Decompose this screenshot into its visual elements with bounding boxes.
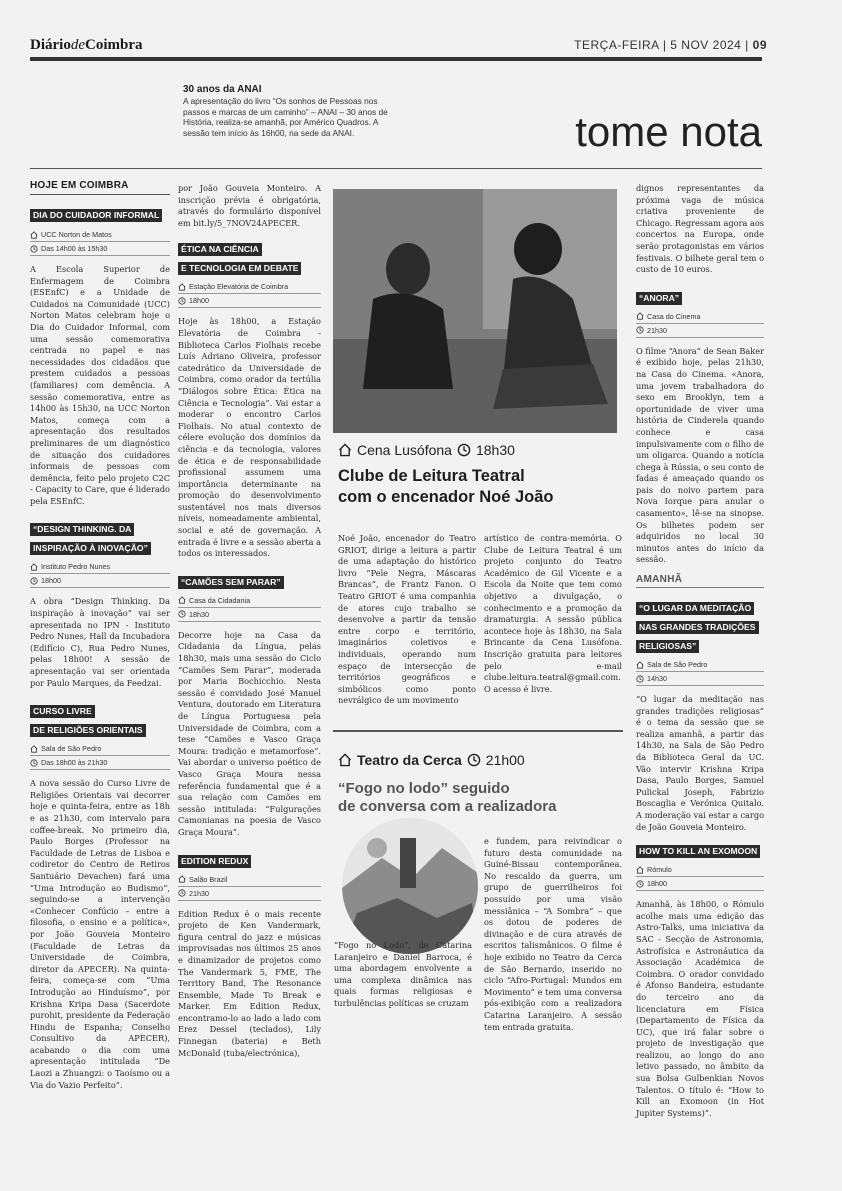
today-kicker: HOJE EM COIMBRA (30, 180, 129, 191)
tomorrow-kicker: AMANHÃ (636, 574, 683, 586)
column-5 (636, 183, 764, 1119)
time-label: Das 18h00 às 21h30 (41, 758, 108, 768)
time-label: 18h00 (647, 879, 667, 889)
event-body: Decorre hoje na Casa da Cidadania da Língua, pelas 18h30, mais uma sessão do Ciclo “Camões Sem Parar”, moderada por Maria Bochicchio. Nesta sessão é convidado José Manuel Ventura, doutorado em Literatura de Língua Portuguesa pela Universidade de Coimbra, com a tese “Camões e Vasco Graça Moura: tradição e metamorfose”. Vai abordar o universo poético de Vasco Graça Moura nessa referência fundamental que é a sua relação com Camões em sessão intitulada: “Fulgurações Camonianas na poesia de Vasco Graça Moura”. (178, 629, 321, 837)
event-title-block (178, 237, 321, 275)
feature-photo-art (333, 189, 617, 433)
continued-text: dignos representantes da próxima vaga de música criativa proveniente de Chicago. Regressam agora aos concertos na Europa, onde serão protagonistas em vários festivais. O bilhete geral tem o custo de 10 euros. (636, 183, 764, 275)
brand-sub: de (70, 37, 85, 53)
film-still (342, 818, 478, 954)
house-icon (636, 866, 644, 874)
house-icon (178, 596, 186, 604)
venue-label: Instituto Pedro Nunes (41, 562, 111, 572)
event-title-line: HOW TO KILL AN EXOMOON (636, 845, 760, 858)
venue-label: Sala de São Pedro (41, 744, 102, 754)
event-venue (178, 873, 321, 887)
kicker-rule (636, 587, 764, 588)
time-label: 18h00 (189, 296, 209, 306)
event-venue (30, 560, 170, 574)
event-body: A obra “Design Thinking. Da inspiração à inovação” vai ser apresentada no IPN - Instituto Pedro Nunes, Hall da Incubadora (Edifício C), Rua Pedro Nunes, pelas 18h00! A sessão de apresentação vai ser orientada por Paulo Marques, da Feedzai. (30, 596, 170, 688)
feature2-body-b: e fundem, para reivindicar o futuro desta comunidade na Guiné-Bissau contemporânea. No rescaldo da guerra, um grupo de guerrilheiros foi possuído por uma visão messiânica – “A Sombra” – que os dotou de poderes de divinação e de cura através de escritos talismânicos. O filme é hoje exibido no Teatro da Cerca de São Bernardo, inserido no ciclo “Afro-Portugal: Mundos em Movimento” e tem uma conversa pós-exibição com a realizadora Catarina Laranjeiro. A sessão tem entrada gratuita. (484, 836, 622, 1032)
feature1-time: 18h30 (475, 442, 515, 458)
event-title: DIA DO CUIDADOR INFORMAL (30, 209, 162, 222)
time-label: 18h30 (189, 609, 209, 619)
event-venue (30, 228, 170, 242)
event-title-line: EDITION REDUX (178, 855, 251, 868)
feature-photo (333, 189, 617, 433)
clock-icon (636, 326, 644, 334)
event-title-block (636, 286, 764, 305)
event-venue (30, 742, 170, 756)
clock-icon (30, 759, 38, 767)
feature-divider (333, 730, 623, 732)
event-title-block (178, 849, 321, 868)
event-title-line: CURSO LIVRE (30, 705, 95, 718)
clock-icon (636, 880, 644, 888)
event-time (636, 877, 764, 891)
clock-icon (30, 245, 38, 253)
clock-icon (178, 297, 186, 305)
clock-icon (178, 610, 186, 618)
headline-line: Clube de Leitura Teatral (338, 467, 525, 485)
feature1-venue: Cena Lusófona (357, 442, 452, 458)
clock-icon (467, 753, 481, 767)
house-icon (30, 231, 38, 239)
event-title-line: E TECNOLOGIA EM DEBATE (178, 262, 301, 275)
event-body: A Escola Superior de Enfermagem de Coimbra (ESEnfC) e a Unidade de Cuidados na Comunidade (UCC) Norton Matos celebram hoje o Dia do Cuidador Informal, com uma sessão comemorativa centrada no papel e nas necessidades dos cidadãos que prestem cuidados a pessoas (familiares) com demência. A sessão comemorativa, entre as 14h00 às 15h30, na UCC Norton Matos, começa com a apresentação dos resultados preliminares de um diagnóstico de situação dos cuidadores informais de pessoas com demência, feito pelo projeto C2C - Capacity to Care, que é liderado pela ESEnfC. (30, 264, 170, 506)
event-title-line: “CAMÕES SEM PARAR” (178, 576, 284, 589)
venue-label: UCC Norton de Matos (41, 230, 112, 239)
event-title-block (30, 517, 170, 555)
event-venue (178, 280, 321, 294)
event-time (636, 324, 764, 338)
brand-city: Coimbra (85, 37, 143, 53)
feature2-venue-line (338, 752, 525, 768)
venue-label: Salão Brazil (189, 874, 228, 884)
time-label: 14h30 (647, 674, 667, 684)
event-venue (636, 863, 764, 877)
issue-date: TERÇA-FEIRA | 5 NOV 2024 | (574, 38, 749, 52)
section-title: tome nota (575, 108, 762, 155)
column-2 (178, 183, 321, 1059)
event-title-line: RELIGIOSAS” (636, 640, 699, 653)
feature2-time: 21h00 (485, 752, 525, 768)
house-icon (338, 753, 352, 767)
event-time (30, 574, 170, 588)
feature2-headline (338, 780, 628, 816)
house-icon (178, 283, 186, 291)
column-1 (30, 180, 170, 1091)
clock-icon (457, 443, 471, 457)
venue-label: Casa da Cidadania (189, 595, 251, 605)
house-icon (636, 312, 644, 320)
promo-title: 30 anos da ANAI (183, 84, 262, 95)
time-label: 18h00 (41, 576, 61, 586)
clock-icon (178, 889, 186, 897)
house-icon (30, 745, 38, 753)
event-time (178, 294, 321, 308)
house-icon (178, 875, 186, 883)
headline-line: de conversa com a realizadora (338, 798, 557, 815)
page-header-date (574, 38, 767, 52)
venue-label: Rómulo (647, 865, 672, 875)
event-time (30, 242, 170, 256)
event-title-block (30, 699, 170, 737)
clock-icon (636, 675, 644, 683)
event-title-line: ÉTICA NA CIÊNCIA (178, 243, 262, 256)
event-title-line: DE RELIGIÕES ORIENTAIS (30, 724, 146, 737)
continued-text: por João Gouveia Monteiro. A inscrição prévia é obrigatória, através do formulário disponível em bit.ly/5_7NOV24APECER. (178, 183, 321, 228)
section-rule (30, 168, 762, 169)
headline-line: “Fogo no lodo” seguido (338, 780, 510, 797)
top-rule (30, 57, 762, 61)
event-time (178, 608, 321, 622)
venue-label: Estação Elevatória de Coimbra (189, 282, 289, 292)
event-title-line: “O LUGAR DA MEDITAÇÃO (636, 602, 754, 615)
event-title-line: “ANORA” (636, 292, 682, 305)
house-icon (30, 563, 38, 571)
feature1-headline (338, 466, 628, 508)
time-label: Das 14h00 às 15h30 (41, 244, 108, 253)
event-time (636, 672, 764, 686)
event-title-block (636, 839, 764, 858)
film-still-art (342, 818, 478, 954)
page-number: 09 (752, 38, 767, 52)
event-body: “O lugar da meditação nas grandes tradições religiosas” é o tema da sessão que se realiza amanhã, a partir das 14h30, na Sala de São Pedro da Biblioteca Geral da UC. Vão intervir Krishna Kripa Dasa, Paulo Borges, Samuel Pulickal Joseph, Fabrizio Boscaglia e Verónica Quitalo. A moderação vai estar a cargo de João Gouveia Monteiro. (636, 694, 764, 832)
event-time (30, 756, 170, 770)
event-title-line: INSPIRAÇÃO À INOVAÇÃO” (30, 542, 151, 555)
event-body: O filme “Anora” de Sean Baker é exibido hoje, pelas 21h30, na Casa do Cinema. «Anora, uma jovem trabalhadora do sexo em Brooklyn, tem a oportunidade de viver uma história de Cinderela quando conhece e casa impulsivamente com o filho de um oligarca. Quando a notícia chega à Rússia, o seu conto de fadas é ameaçado quando os pais do noivo partem para Nova Iorque para anular o casamento», lê-se na sinopse. Os bilhetes podem ser adquiridos no local 30 minutos antes do início da sessão. (636, 345, 764, 565)
event-title-line: NAS GRANDES TRADIÇÕES (636, 621, 759, 634)
venue-label: Sala de São Pedro (647, 660, 708, 670)
masthead-brand (30, 37, 143, 54)
feature1-body-a: Noé João, encenador do Teatro GRIOT, dirige a leitura a partir de uma adaptação do histórico livro “Pele Negra, Máscaras Brancas”, de Frantz Fanon. O Teatro GRIOT é uma companhia de atores cujo trabalho se desenvolve a partir da tensão entre corpo e território, imaginários coletivos e individuais, operando num espaço de intersecção de territórios geográficos e simbólicos como ponto nevrálgico de um movimento (338, 533, 476, 706)
time-label: 21h30 (189, 888, 209, 898)
event-body: A nova sessão do Curso Livre de Religiões Orientais vai decorrer hoje e quinta-feira, entre as 18h e as 21h30, com intervalo para coffee-break. No primeiro dia, Paulo Borges (Professor na Faculdade de Letras de Lisboa e codiretor do Centro de Retiros Santuário Devachen) fará uma “Uma Introdução ao Budismo”, seguindo-se a intervenção «Conhecer Confúcio – entre a filosofia, o ensino e a política», por João Gouveia Monteiro (Faculdade de Letras da Universidade de Coimbra, diretor da APECER). Na quinta-feira, começa-se com “Uma Introdução ao Hinduísmo”, por Krishna Kripa Dasa (Sacerdote purohit, presidente da Federação Hindu de Espanha; Conselho Consultivo da APECER), acabando o dia com uma apresentação intitulada “De Laozi a Zhuangzi: o Taoísmo ou a Via do Vazio Perfeito”. (30, 778, 170, 1090)
event-title-block (178, 570, 321, 589)
house-icon (636, 661, 644, 669)
time-label: 21h30 (647, 325, 667, 335)
feature1-body-b: artístico de contra-memória. O Clube de Leitura Teatral é um projeto conjunto do Teatro Académico de Gil Vicente e a Escola da Noite que tem como objetivo a divulgação, o conhecimento e a promoção da dramaturgia. A sessão pública acontece hoje às 18h30, na Sala Brincante da Cena Lusófona. Inscrição gratuita para leitores pelo e-mail clube.leitura.teatral@gmail.com. O acesso é livre. (484, 533, 622, 694)
event-title-line: “DESIGN THINKING. DA (30, 523, 134, 536)
venue-label: Casa do Cinema (647, 311, 701, 321)
event-body: Hoje às 18h00, a Estação Elevatória de Coimbra - Biblioteca Carlos Fiolhais recebe Luís Adriano Oliveira, professor catedrático da Universidade de Coimbra, como orador da tertúlia “Diálogos sobre Ética: Ética na Ciência e Tecnologia”. Vai estar a moderar o encontro Carlos Fiolhais. No atual contexto de célere evolução dos domínios da ciência e da tecnologia, valores de ética e de responsabilidade profissional assumem uma importância determinante na promoção do desenvolvimento sustentável nos mais diversos níveis, nomeadamente ambiental, social e até de governação. A entrada é livre e a sessão aberta a todos os interessados. (178, 316, 321, 559)
headline-line: com o encenador Noé João (338, 488, 554, 506)
feature2-body-a: “Fogo no Lodo”, de Catarina Laranjeiro e Daniel Barroca, é uma abordagem envolvente a uma complexa dinâmica nas quais formas religiosas e turbulências políticas se cruzam (334, 940, 472, 1008)
kicker-rule (30, 194, 170, 195)
event-body: Edition Redux é o mais recente projeto de Ken Vandermark, figura central do jazz e músicas improvisadas nos últimos 25 anos e dinamizador de projetos como The Vandermark 5, FME, The Territory Band, The Resonance Ensemble, Made To Break e Marker. Em Edition Redux, encontramo-lo ao lado a lado com Erez Dessel (teclados), Lily Finnegan (bateria) e Beth McDonald (tuba/electrónica), (178, 908, 321, 1058)
house-icon (338, 443, 352, 457)
promo-body: A apresentação do livro “Os sonhos de Pessoas nos passos e marcas de um caminho” – ANAI – 30 anos de História, realiza-se amanhã, por Américo Quadros. A sessão tem início às 16h00, na sede da ANAI. (183, 96, 388, 138)
clock-icon (30, 577, 38, 585)
brand-main: Diário (30, 37, 71, 53)
event-body: Amanhã, às 18h00, o Rómulo acolhe mais uma edição das Astro-Talks, uma iniciativa da SAC - Secção de Astronomia, Astrofísica e Astronáutica da Associação Académica de Coimbra. O orador convidado é Afonso Bandeira, estudante do terceiro ano da licenciatura em Física (Departamento de Física da UC), que irá falar sobre o projeto de investigação que realizou, ao longo do ano letivo passado, no âmbito da sua Bolsa Gulbenkian Novos Talentos. O título é: “How to Kill an Exomoon (in Hot Jupiter Systems)”. (636, 899, 764, 1118)
event-venue (636, 310, 764, 324)
event-time (178, 887, 321, 901)
feature1-venue-line (338, 442, 515, 458)
feature2-venue: Teatro da Cerca (357, 752, 462, 768)
event-title-block (636, 596, 764, 653)
event-venue (636, 658, 764, 672)
event-venue (178, 594, 321, 608)
